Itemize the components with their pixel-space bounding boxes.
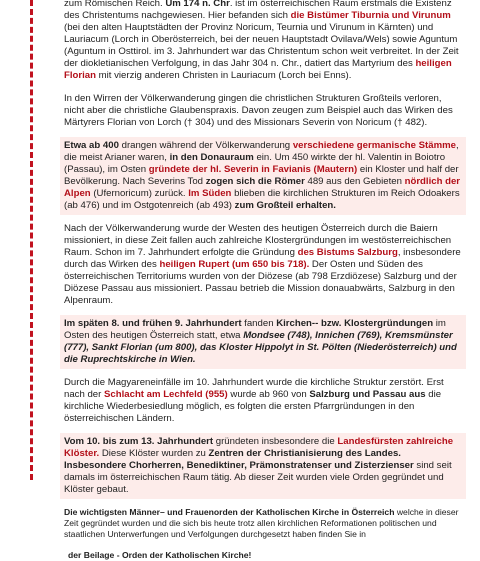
highlighted-text: zum Großteil erhalten. [234, 200, 336, 211]
highlighted-text: nördlich der Alpen [64, 176, 461, 199]
highlighted-text: Im Süden [188, 188, 232, 199]
dashed-border-line [30, 0, 33, 480]
highlighted-text: Um 174 n. Chr [165, 0, 230, 9]
text-segment: In den Wirren der Völkerwanderung gingen die christlichen Strukturen Großteils verloren, nicht aber die christliche Glaubenspraxis. Davon zeugen zum Beispiel auch das Wirken des Märtyrers Florian von Lorch († 304) und des Missionars Severin von Noricum († 482). [64, 93, 453, 128]
highlighted-text: Salzburg und Passau aus [309, 389, 426, 400]
text-segment: , die meist Arianer waren, [64, 140, 459, 163]
text-segment: gründeten insbesondere die [213, 436, 338, 447]
text-segment: Durch die Magyareneinfälle im 10. Jahrhundert wurde die kirchliche Struktur zerstört. Erst nach der [64, 377, 444, 400]
text-segment: (bei den alten Hauptstädten der Provinz Noricum, Teurnia und Virunum in Kärnten) und Lauriacum (Lorch in Oberösterreich, bei der neuen Hauptstadt Ovilava/Wels) sowie Aguntum (Aguntum in Osttirol. im 3. Jahrhundert war das Christentum schon weit verbreitet. In der Zeit der diokletianischen Verfolgung, in das Jahr 304 n. Chr., datiert das Martyrium des [64, 22, 459, 69]
highlighted-text: verschiedene germanische Stämme [292, 140, 456, 151]
paragraph-3 [60, 137, 466, 215]
text-segment: drangen während der Völkerwanderung [118, 140, 293, 151]
paragraph-2 [60, 90, 466, 132]
highlighted-text: die Bistümer Tiburnia und Virunum [290, 10, 451, 21]
paragraph-4 [60, 220, 466, 310]
text-segment: blieben die kirchlichen Strukturen im Reich Odoakers (ab 476) und im Ostgotenreich (ab 493) [64, 188, 460, 211]
text-segment: ein Kloster und half der Bevölkerung. Nach Severins Tod [64, 164, 459, 187]
highlighted-text: Etwa ab 400 [64, 140, 119, 151]
paragraph-6 [60, 374, 466, 428]
document-page [60, 0, 466, 560]
text-segment: , insbesondere durch das Wirken des [64, 247, 461, 270]
highlighted-text: Landesfürsten zahlreiche Klöster. [64, 436, 454, 459]
highlighted-text: heiligen Florian [64, 58, 452, 81]
paragraph-7 [60, 433, 466, 499]
text-segment: welche in dieser Zeit gegründet wurden und die sich bis heute trotz allen kirchlichen Reformationen politischen und staatlichen Unterwerfungen und Verfolgungen durchgesetzt haben finden Sie in [64, 507, 459, 539]
text-segment: Der Osten und Süden des österreichischen Territoriums wurden von der Diözese (ab 798 Erzdiözese) Salzburg und der Diözese Passau aus missioniert. Passau betrieb die Mission donauabwärts, Salzburg in den Alpenraum. [64, 259, 457, 306]
highlighted-text: in den Donauraum [169, 152, 254, 163]
footer-fragment: der Beilage - Orden der Katholischen Kirche! [68, 550, 252, 560]
highlighted-text: heiligen Rupert (um 650 bis 718). [159, 259, 310, 270]
highlighted-text: Die wichtigsten Männer– und Frauenorden der Katholischen Kirche in Österreich [64, 507, 395, 517]
text-segment: fanden [241, 318, 277, 329]
highlighted-text: Im späten 8. und frühen 9. Jahrhundert [64, 318, 242, 329]
paragraph-8 [60, 504, 466, 543]
text-segment: sind seit damals im österreichischen Raum tätig. Ab dieser Zeit wurden viele Orden gegründet und Klöster gebaut. [64, 460, 452, 495]
text-segment: die kirchliche Wiederbesiedlung möglich, es folgten die ersten Pfarrgründungen in den österreichischen Ländern. [64, 389, 442, 424]
highlighted-text: Zentren der Christianisierung des Landes. Insbesondere Chorherren, Benediktiner, Prämonstratenser und Zisterzienser [64, 448, 414, 471]
text-segment: Nach der Völkerwanderung wurde der Westen des heutigen Österreich durch die Baiern missioniert, in diese Zeit fallen auch zahlreiche Klostergründungen im westösterreichischen Raum. Schon im 7. Jahrhundert erfolgte die Gründung [64, 223, 452, 258]
paragraph-1 [60, 0, 466, 85]
text-segment: im Osten des heutigen Österreich statt, etwa [64, 318, 446, 341]
text-segment: wurde ab 960 von [227, 389, 310, 400]
text-segment: Diese Klöster wurden zu [99, 448, 209, 459]
paragraph-5 [60, 315, 466, 369]
highlighted-text: Schlacht am Lechfeld (955) [104, 389, 228, 400]
text-segment: . ist im österreichischen Raum erstmals die Existenz des Christentums nachgewiesen. Hier befanden sich [64, 0, 452, 21]
text-segment: mit vierzig anderen Christen in Lauriacum (Lorch bei Enns). [95, 70, 352, 81]
highlighted-text: Vom 10. bis zum 13. Jahrhundert [64, 436, 214, 447]
highlighted-text: zogen sich die Römer [205, 176, 305, 187]
document-body [60, 0, 466, 543]
highlighted-text: des Bistums Salzburg [297, 247, 398, 258]
text-segment: ein. Um 450 wirkte der hl. Valentin in Boiotro (Passau), im Osten [64, 152, 446, 175]
text-segment: (Ufernoricum) zurück. [90, 188, 189, 199]
text-segment: zum Römischen Reich. [64, 0, 166, 9]
highlighted-text: Mondsee (748), Innichen (769), Kremsmünster (777), Sankt Florian (um 800), das Kloster Hippolyt in St. Pölten (Niederösterreich) und die Ruprechtskirche in Wien. [64, 330, 457, 365]
highlighted-text: Kirchen-- bzw. Klostergründungen [276, 318, 434, 329]
highlighted-text: gründete der hl. Severin in Favianis (Mautern) [148, 164, 358, 175]
text-segment: 489 aus den Gebieten [304, 176, 405, 187]
